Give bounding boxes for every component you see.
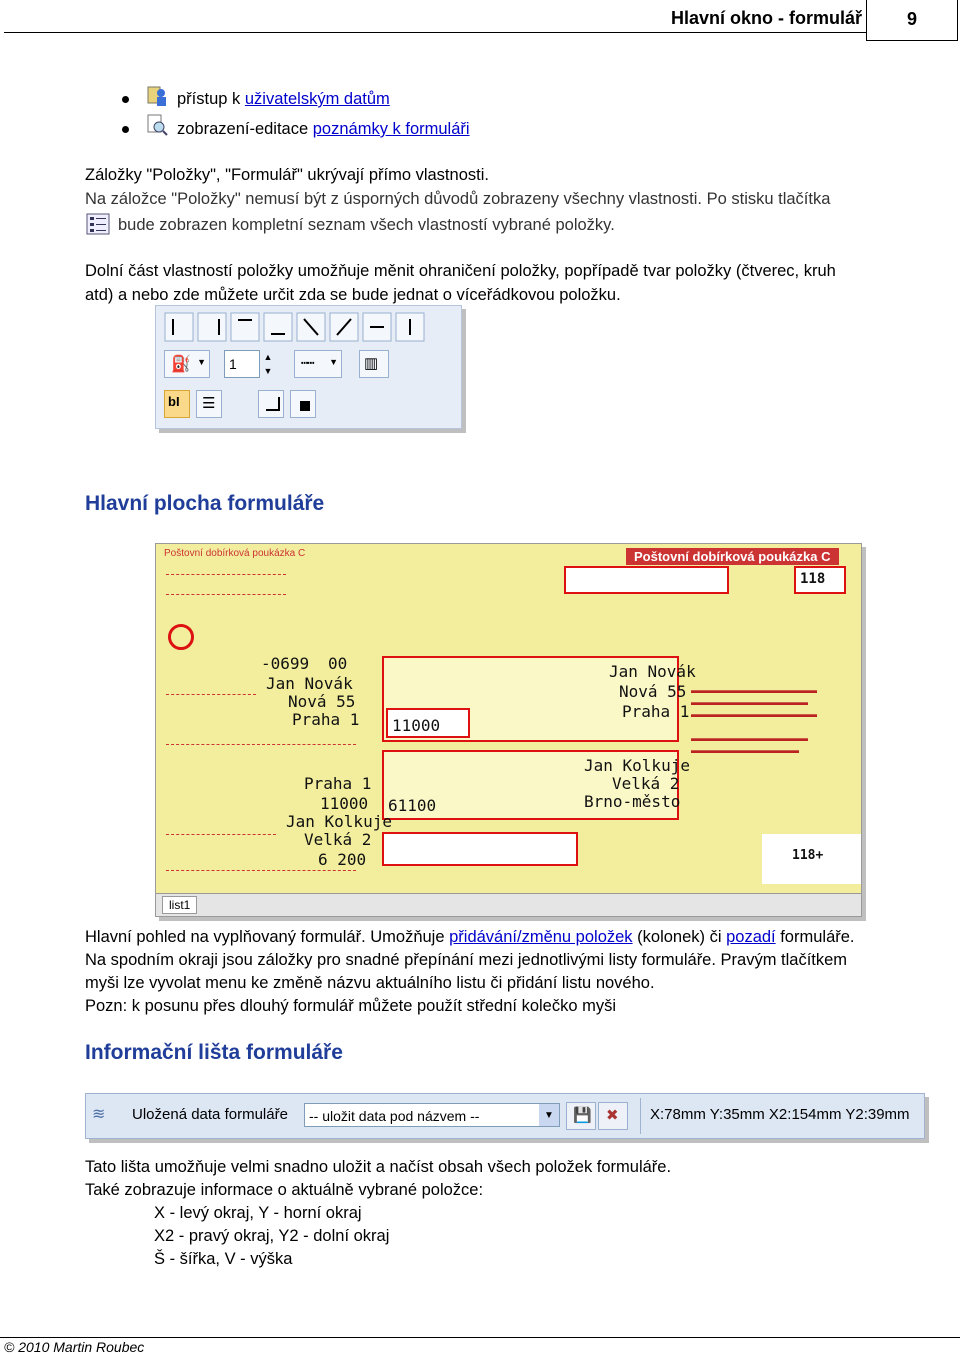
left-header: Poštovní dobírková poukázka C — [164, 548, 306, 559]
payer-name: Jan Kolkuje — [584, 756, 690, 775]
recipient-box — [382, 656, 696, 742]
fill-color-button[interactable] — [164, 350, 210, 378]
psc-box — [386, 708, 470, 738]
dashed-field — [166, 870, 356, 871]
left-city-2: Praha 1 — [304, 774, 372, 793]
left-amount: -0699 — [261, 654, 310, 673]
link-user-data[interactable]: uživatelským datům — [244, 90, 390, 108]
footer-code: 118+ — [792, 848, 824, 863]
sheet-tab[interactable]: list1 — [162, 896, 197, 914]
border-width-input[interactable]: 1 — [224, 350, 260, 378]
left-psc: 11000 — [320, 794, 369, 813]
dashed-field — [166, 744, 356, 745]
footer-copyright: © 2010 Martin Roubec — [4, 1339, 145, 1355]
code-value: 118 — [800, 571, 826, 587]
section-title-info-bar: Informační lišta formuláře — [85, 1041, 343, 1064]
line-style-button[interactable] — [294, 350, 342, 378]
para4-line-2: Také zobrazuje informace o aktuálně vybrané položce: — [85, 1181, 484, 1199]
info-bar-label: Uložená data formuláře — [132, 1106, 288, 1123]
intro-line-2: Na záložce "Položky" nemusí být z úsporných důvodů zobrazeny všechny vlastnosti. Po stisku tlačítka — [85, 190, 831, 208]
recipient-name: Jan Novák — [609, 662, 696, 681]
left-payer-psc: 6 200 — [318, 850, 367, 869]
intro-line-3: bude zobrazen kompletní seznam všech vlastností vybrané položky. — [118, 216, 615, 234]
page-header — [0, 0, 960, 44]
note-magnifier-icon — [145, 113, 169, 137]
barcode-area — [762, 834, 862, 884]
payer-box — [382, 750, 690, 820]
page-number: 9 — [866, 0, 958, 41]
dashed-field — [166, 834, 276, 835]
bullet-dot — [122, 96, 129, 103]
recipient-psc: 11000 — [392, 716, 441, 735]
left-street: Nová 55 — [288, 692, 356, 711]
para4-item-1: X - levý okraj, Y - horní okraj — [154, 1204, 362, 1222]
bullet-1-prefix: přístup k — [177, 90, 245, 108]
para4-item-2: X2 - pravý okraj, Y2 - dolní okraj — [154, 1227, 390, 1245]
shape-square-filled-button[interactable] — [290, 390, 316, 418]
multiline-style-button[interactable] — [359, 350, 389, 378]
delete-button[interactable] — [598, 1102, 628, 1130]
single-line-icon: bI — [168, 394, 180, 409]
delete-icon: ✖ — [606, 1107, 619, 1124]
instructions-block: ▬▬▬▬▬▬▬▬▬▬▬▬▬▬ ▬▬▬▬▬▬▬▬▬▬▬▬▬ ▬▬▬▬▬▬▬▬▬▬▬▬▬▬ ▬▬▬▬▬▬▬▬▬▬▬▬▬ ▬▬▬▬▬▬▬▬▬▬▬▬ — [691, 685, 817, 755]
form-preview-screenshot — [155, 543, 862, 917]
shape-square-outline-button[interactable] — [258, 390, 284, 418]
para2-line-1: Dolní část vlastností položky umožňuje měnit ohraničení položky, popřípadě tvar položky (čtverec, kruh — [85, 262, 836, 280]
right-header: Poštovní dobírková poukázka C — [626, 548, 839, 565]
para3-line-1 — [85, 926, 855, 949]
dashed-field — [166, 594, 286, 595]
para3-text: formuláře. — [775, 928, 855, 946]
single-line-toggle[interactable] — [164, 390, 190, 418]
para3-line-2: Na spodním okraji jsou záložky pro snadné přepínání mezi jednotlivými listy formuláře. Pravým tlačítkem — [85, 951, 848, 969]
left-payer: Jan Kolkuje — [286, 812, 392, 831]
bullet-dot — [122, 126, 129, 133]
link-form-note[interactable]: poznámky k formuláři — [312, 120, 470, 138]
stack-icon: ▥ — [364, 355, 379, 372]
dashed-field — [166, 694, 256, 695]
recipient-street: Nová 55 — [619, 682, 687, 701]
header-title: Hlavní okno - formulář — [670, 8, 862, 28]
property-list-icon — [86, 212, 110, 236]
footer-rule — [0, 1337, 960, 1338]
post-logo-icon — [168, 624, 194, 650]
para3-text: Hlavní pohled na vyplňovaný formulář. Umožňuje — [85, 928, 450, 946]
header-rule — [4, 32, 866, 33]
width-spinner[interactable] — [259, 350, 277, 378]
payer-street: Velká 2 — [612, 774, 680, 793]
para2-line-2: atd) a nebo zde můžete určit zda se bude jednat o víceřádkovou položku. — [85, 286, 621, 304]
multi-line-toggle[interactable] — [196, 390, 222, 418]
bullet-text-2 — [177, 118, 470, 141]
lines-icon: ☰ — [202, 395, 216, 412]
link-background[interactable]: pozadí — [726, 928, 776, 946]
coordinates-readout: X:78mm Y:35mm X2:154mm Y2:39mm — [650, 1106, 910, 1123]
payer-psc: 61100 — [388, 796, 437, 815]
purpose-box — [382, 832, 578, 866]
code-box — [794, 566, 846, 594]
border-style-buttons — [164, 312, 429, 344]
spin-up-icon: ▲ — [263, 352, 273, 362]
sheet-tab-bar — [156, 893, 861, 916]
intro-line-1: Záložky "Položky", "Formulář" ukrývají přímo vlastnosti. — [85, 166, 489, 184]
drag-handle-icon: ≋ — [92, 1106, 106, 1123]
user-data-icon — [145, 84, 169, 108]
spin-down-icon: ▼ — [263, 366, 273, 376]
bullet-text-1 — [177, 88, 390, 111]
section-title-main-area: Hlavní plocha formuláře — [85, 492, 325, 515]
chevron-down-icon: ▼ — [197, 357, 206, 367]
dotted-line-icon: ┅┅ — [301, 356, 314, 370]
para3-text: (kolonek) či — [632, 928, 727, 946]
para4-line-1: Tato lišta umožňuje velmi snadno uložit a načíst obsah všech položek formuláře. — [85, 1158, 672, 1176]
corner-icon — [266, 397, 280, 411]
bullet-2-prefix: zobrazení-editace — [177, 120, 313, 138]
red-field-top — [564, 566, 729, 594]
saved-data-select[interactable] — [304, 1103, 560, 1127]
info-bar-screenshot — [85, 1093, 925, 1139]
para3-line-4: Pozn: k posunu přes dlouhý formulář můžete použít střední kolečko myši — [85, 997, 617, 1015]
para4-item-3: Š - šířka, V - výška — [154, 1250, 293, 1268]
left-name: Jan Novák — [266, 674, 353, 693]
chevron-down-icon: ▼ — [329, 357, 338, 367]
dashed-field — [166, 574, 286, 575]
recipient-city: Praha 1 — [622, 702, 690, 721]
border-toolbar-screenshot — [155, 305, 462, 429]
saved-data-select-value: -- uložit data pod názvem -- — [309, 1108, 480, 1124]
left-city: Praha 1 — [292, 710, 360, 729]
paint-bucket-icon: ⛽ — [171, 356, 191, 373]
left-amount-cents: 00 — [328, 654, 348, 673]
save-button[interactable] — [566, 1102, 596, 1130]
chevron-down-icon[interactable]: ▼ — [539, 1104, 559, 1126]
floppy-icon: 💾 — [573, 1107, 592, 1124]
left-payer-street: Velká 2 — [304, 830, 372, 849]
link-add-items[interactable]: přidávání/změnu položek — [449, 928, 633, 946]
para3-line-3: myši lze vyvolat menu ke změně názvu aktuálního listu či přidání listu nového. — [85, 974, 655, 992]
filled-square-icon — [300, 401, 310, 411]
divider — [640, 1098, 641, 1134]
payer-city: Brno-město — [584, 792, 681, 811]
